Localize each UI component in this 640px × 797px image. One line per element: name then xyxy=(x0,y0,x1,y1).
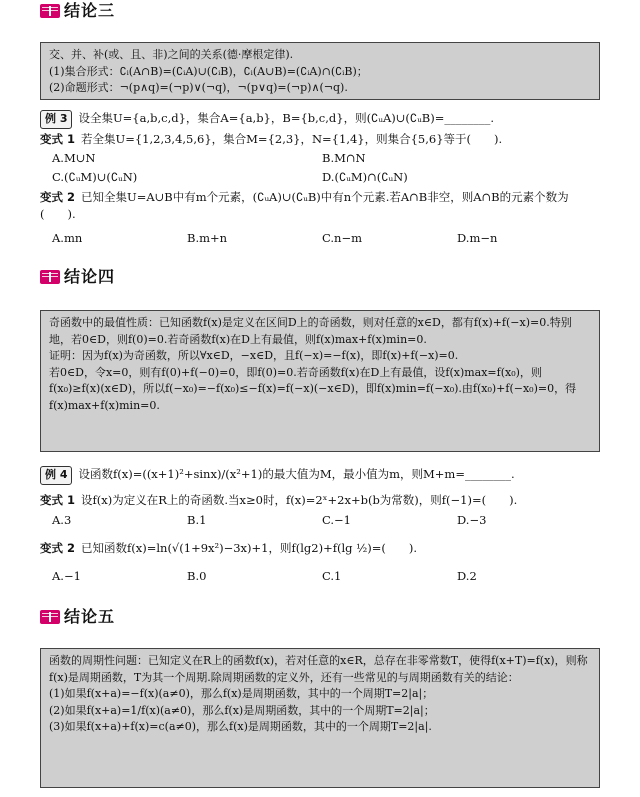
section-heading-3 xyxy=(40,0,115,22)
option: C.1 xyxy=(322,569,342,583)
book-icon xyxy=(40,610,60,624)
option: D.m−n xyxy=(457,231,498,245)
box-line: 交、并、补(或、且、非)之间的关系(德·摩根定律). xyxy=(49,48,294,61)
box-line: 函数的周期性问题：已知定义在R上的函数f(x)，若对任意的x∈R，总存在非零常数T，使得f(x+T)=f(x)，则称f(x)是周期函数，T为其一个周期.除周期函数的定义外，还有一些常见的与周期函数有关的结论： xyxy=(49,654,588,684)
option: C.n−m xyxy=(322,231,362,245)
option: A.−1 xyxy=(52,569,81,583)
option: B.1 xyxy=(187,513,207,527)
box-line: (2)如果f(x+a)=1/f(x)(a≠0)，那么f(x)是周期函数，其中的一个周期T=2|a|； xyxy=(49,703,435,717)
option: A.mn xyxy=(52,231,83,245)
options-row xyxy=(52,169,592,186)
variant-3-2 xyxy=(40,189,600,224)
option: A.M∪N xyxy=(52,151,96,165)
option: D.−3 xyxy=(457,513,487,527)
conclusion-box-3 xyxy=(40,42,600,100)
section-title: 结论四 xyxy=(64,267,116,286)
variant-4-2 xyxy=(40,540,610,557)
variant-text: 已知全集U=A∪B中有m个元素，(∁ᵤA)∪(∁ᵤB)中有n个元素.若A∩B非空，则A∩B的元素个数为( ). xyxy=(40,190,569,222)
options-row xyxy=(52,150,592,167)
options-row xyxy=(52,512,592,529)
option: C.(∁ᵤM)∪(∁ᵤN) xyxy=(52,170,138,184)
box-line: 若0∈D，令x=0，则有f(0)+f(−0)=0，即f(0)=0.若奇函数f(x)在D上有最值，设f(x)max=f(x₀)，则f(x₀)≥f(x)(x∈D)，所以f(−x₀)=−f(x₀)≤−f(x)=f(−x)(−x∈D)，即f(x)min=f(−x₀).由f(x₀)+f(−x₀)=0，得f(x)max+f(x)min=0. xyxy=(49,365,577,412)
example-label: 例 3 xyxy=(40,110,72,129)
book-icon xyxy=(40,4,60,18)
example-text: 设全集U={a,b,c,d}，集合A={a,b}，B={b,c,d}，则(∁ᵤA)∪(∁ᵤB)=________. xyxy=(78,111,495,125)
section-heading-4 xyxy=(40,266,115,288)
book-icon xyxy=(40,270,60,284)
section-title: 结论五 xyxy=(64,607,116,626)
variant-label: 变式 2 xyxy=(40,190,76,204)
variant-label: 变式 1 xyxy=(40,132,76,146)
section-heading-5 xyxy=(40,606,115,628)
variant-text: 已知函数f(x)=ln(√(1+9x²)−3x)+1，则f(lg2)+f(lg ½)=( ). xyxy=(81,541,418,555)
variant-label: 变式 2 xyxy=(40,541,76,555)
example-4 xyxy=(40,466,610,485)
box-line: 奇函数中的最值性质：已知函数f(x)是定义在区间D上的奇函数，则对任意的x∈D，都有f(x)+f(−x)=0.特别地，若0∈D，则f(0)=0.若奇函数f(x)在D上有最值，则f(x)max+f(x)min=0. xyxy=(49,316,572,346)
box-line: (2)命题形式：¬(p∧q)=(¬p)∨(¬q)，¬(p∨q)=(¬p)∧(¬q). xyxy=(49,81,348,94)
option: B.m+n xyxy=(187,231,228,245)
option: A.3 xyxy=(52,513,72,527)
example-3 xyxy=(40,110,610,129)
variant-label: 变式 1 xyxy=(40,493,76,507)
variant-3-1 xyxy=(40,131,610,148)
option: D.2 xyxy=(457,569,477,583)
options-row xyxy=(52,568,592,585)
box-line: (1)集合形式：∁ᵢ(A∩B)=(∁ᵢA)∪(∁ᵢB)，∁ᵢ(A∪B)=(∁ᵢA)∩(∁ᵢB)； xyxy=(49,64,368,78)
example-text: 设函数f(x)=((x+1)²+sinx)/(x²+1)的最大值为M，最小值为m，则M+m=________. xyxy=(78,467,515,481)
option: B.0 xyxy=(187,569,207,583)
option: B.M∩N xyxy=(322,151,366,165)
variant-text: 设f(x)为定义在R上的奇函数.当x≥0时，f(x)=2ˣ+2x+b(b为常数)，则f(−1)=( ). xyxy=(81,493,518,507)
option: D.(∁ᵤM)∩(∁ᵤN) xyxy=(322,170,408,184)
box-line: (3)如果f(x+a)+f(x)=c(a≠0)，那么f(x)是周期函数，其中的一个周期T=2|a|. xyxy=(49,720,432,733)
conclusion-box-5 xyxy=(40,648,600,788)
conclusion-box-4 xyxy=(40,310,600,452)
box-line: 证明：因为f(x)为奇函数，所以∀x∈D，−x∈D，且f(−x)=−f(x)，即f(x)+f(−x)=0. xyxy=(49,349,459,362)
box-line: (1)如果f(x+a)=−f(x)(a≠0)，那么f(x)是周期函数，其中的一个周期T=2|a|； xyxy=(49,687,434,700)
options-row xyxy=(52,230,592,247)
variant-4-1 xyxy=(40,492,610,509)
example-label: 例 4 xyxy=(40,466,72,485)
option: C.−1 xyxy=(322,513,351,527)
variant-text: 若全集U={1,2,3,4,5,6}，集合M={2,3}，N={1,4}，则集合{5,6}等于( ). xyxy=(81,132,503,146)
section-title: 结论三 xyxy=(64,1,116,20)
